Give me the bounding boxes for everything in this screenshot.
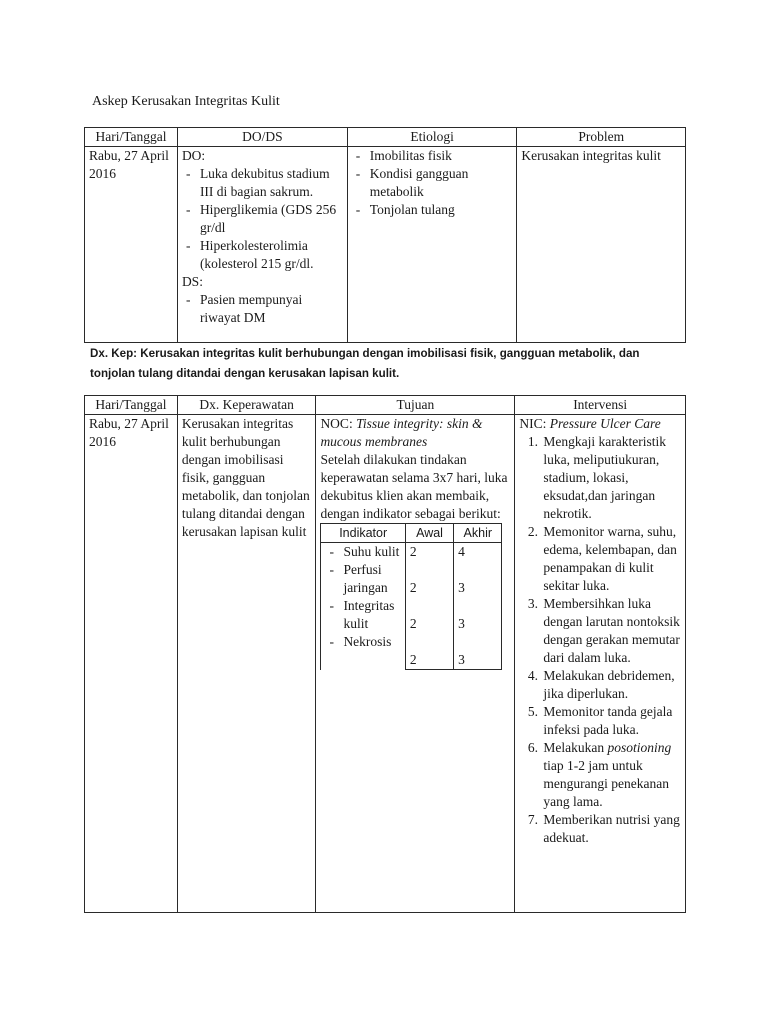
intervensi-cell [515,415,686,913]
akhir-header: Akhir [454,524,502,543]
do-label: DO: [181,148,206,163]
tujuan-cell [316,415,515,913]
indicator-header-row [321,524,502,543]
list-item: 4. Melakukan debridemen, jika diperlukan. [541,667,681,703]
list-item: - Imobilitas fisik [352,147,513,165]
indicator-name: - Suhu kulit [325,543,400,561]
list-item: - Luka dekubitus stadium III di bagian sakrum. [182,165,343,201]
table-header-row [85,128,686,147]
list-item: 7. Memberikan nutrisi yang adekuat. [541,811,681,847]
indicator-table [320,523,502,670]
table-header-row [85,396,686,415]
header-etiologi: Etiologi [347,128,517,147]
header-do-ds: DO/DS [177,128,347,147]
header-intervensi: Intervensi [515,396,686,415]
indicator-awal: 2 [409,652,417,667]
noc-title: Tissue integrity: skin & mucous membranes [320,416,483,449]
date-cell: Rabu, 27 April 2016 [85,415,178,913]
list-item: - Kondisi gangguan metabolik [352,165,513,201]
indicator-awal: 2 [409,544,417,559]
etiologi-cell [347,147,517,343]
noc-line: NOC: Tissue integrity: skin & mucous membranes [320,416,483,449]
page-title: Askep Kerusakan Integritas Kulit [92,94,280,109]
nic-title: Pressure Ulcer Care [549,416,661,431]
table-row [85,415,686,913]
etiologi-list [352,147,513,219]
indicator-name: - Integritas kulit [325,597,400,633]
indicator-akhir: 3 [458,580,465,595]
header-hari-tanggal: Hari/Tanggal [85,128,178,147]
diagnosis-statement: Dx. Kep: Kerusakan integritas kulit berhubungan dengan imobilisasi fisik, gangguan metabolik, dan tonjolan tulang ditandai dengan kerusakan lapisan kulit. [90,347,640,380]
header-problem: Problem [517,128,686,147]
ds-label: DS: [181,274,203,289]
do-list [182,165,343,273]
indicator-row [321,543,502,670]
list-item: - Hiperglikemia (GDS 256 gr/dl [182,201,343,237]
problem-cell: Kerusakan integritas kulit [517,147,686,343]
indicator-akhir: 3 [458,616,465,631]
list-item: 2. Memonitor warna, suhu, edema, kelembapan, dan penampakan di kulit sekitar luka. [541,523,681,595]
list-item: - Tonjolan tulang [352,201,513,219]
list-item: - Pasien mempunyai riwayat DM [182,291,343,327]
date-cell: Rabu, 27 April 2016 [85,147,178,343]
indicator-header: Indikator [321,524,405,543]
indicator-name: - Perfusi jaringan [325,561,400,597]
assessment-table [84,127,686,343]
ds-list [182,291,343,327]
header-dx-keperawatan: Dx. Keperawatan [177,396,316,415]
table-row [85,147,686,343]
list-item: 3. Membersihkan luka dengan larutan nontoksik dengan gerakan memutar dari dalam luka. [541,595,681,667]
diagnosis-cell: Kerusakan integritas kulit berhubungan dengan imobilisasi fisik, gangguan metabolik, dan tonjolan tulang ditandai dengan kerusakan lapisan kulit [177,415,316,913]
do-ds-cell [177,147,347,343]
list-item: 1. Mengkaji karakteristik luka, meliputiukuran, stadium, lokasi, eksudat,dan jaringan nekrotik. [541,433,681,523]
care-plan-table [84,395,686,913]
awal-header: Awal [405,524,453,543]
header-hari-tanggal: Hari/Tanggal [85,396,178,415]
indicator-awal: 2 [409,580,417,595]
nic-line: NIC: Pressure Ulcer Care [519,416,661,431]
indicator-awal: 2 [409,616,417,631]
header-tujuan: Tujuan [316,396,515,415]
intervention-list [519,433,681,847]
list-item: - Hiperkolesterolimia (kolesterol 215 gr/dl. [182,237,343,273]
indicator-akhir: 3 [458,652,465,667]
tujuan-text: Setelah dilakukan tindakan keperawatan selama 3x7 hari, luka dekubitus klien akan membaik, dengan indikator sebagai berikut: [320,452,508,521]
list-item: 6. Melakukan posotioning tiap 1-2 jam untuk mengurangi penekanan yang lama. [541,739,681,811]
indicator-name: - Nekrosis [325,633,400,651]
list-item: 5. Memonitor tanda gejala infeksi pada luka. [541,703,681,739]
indicator-akhir: 4 [458,544,465,559]
